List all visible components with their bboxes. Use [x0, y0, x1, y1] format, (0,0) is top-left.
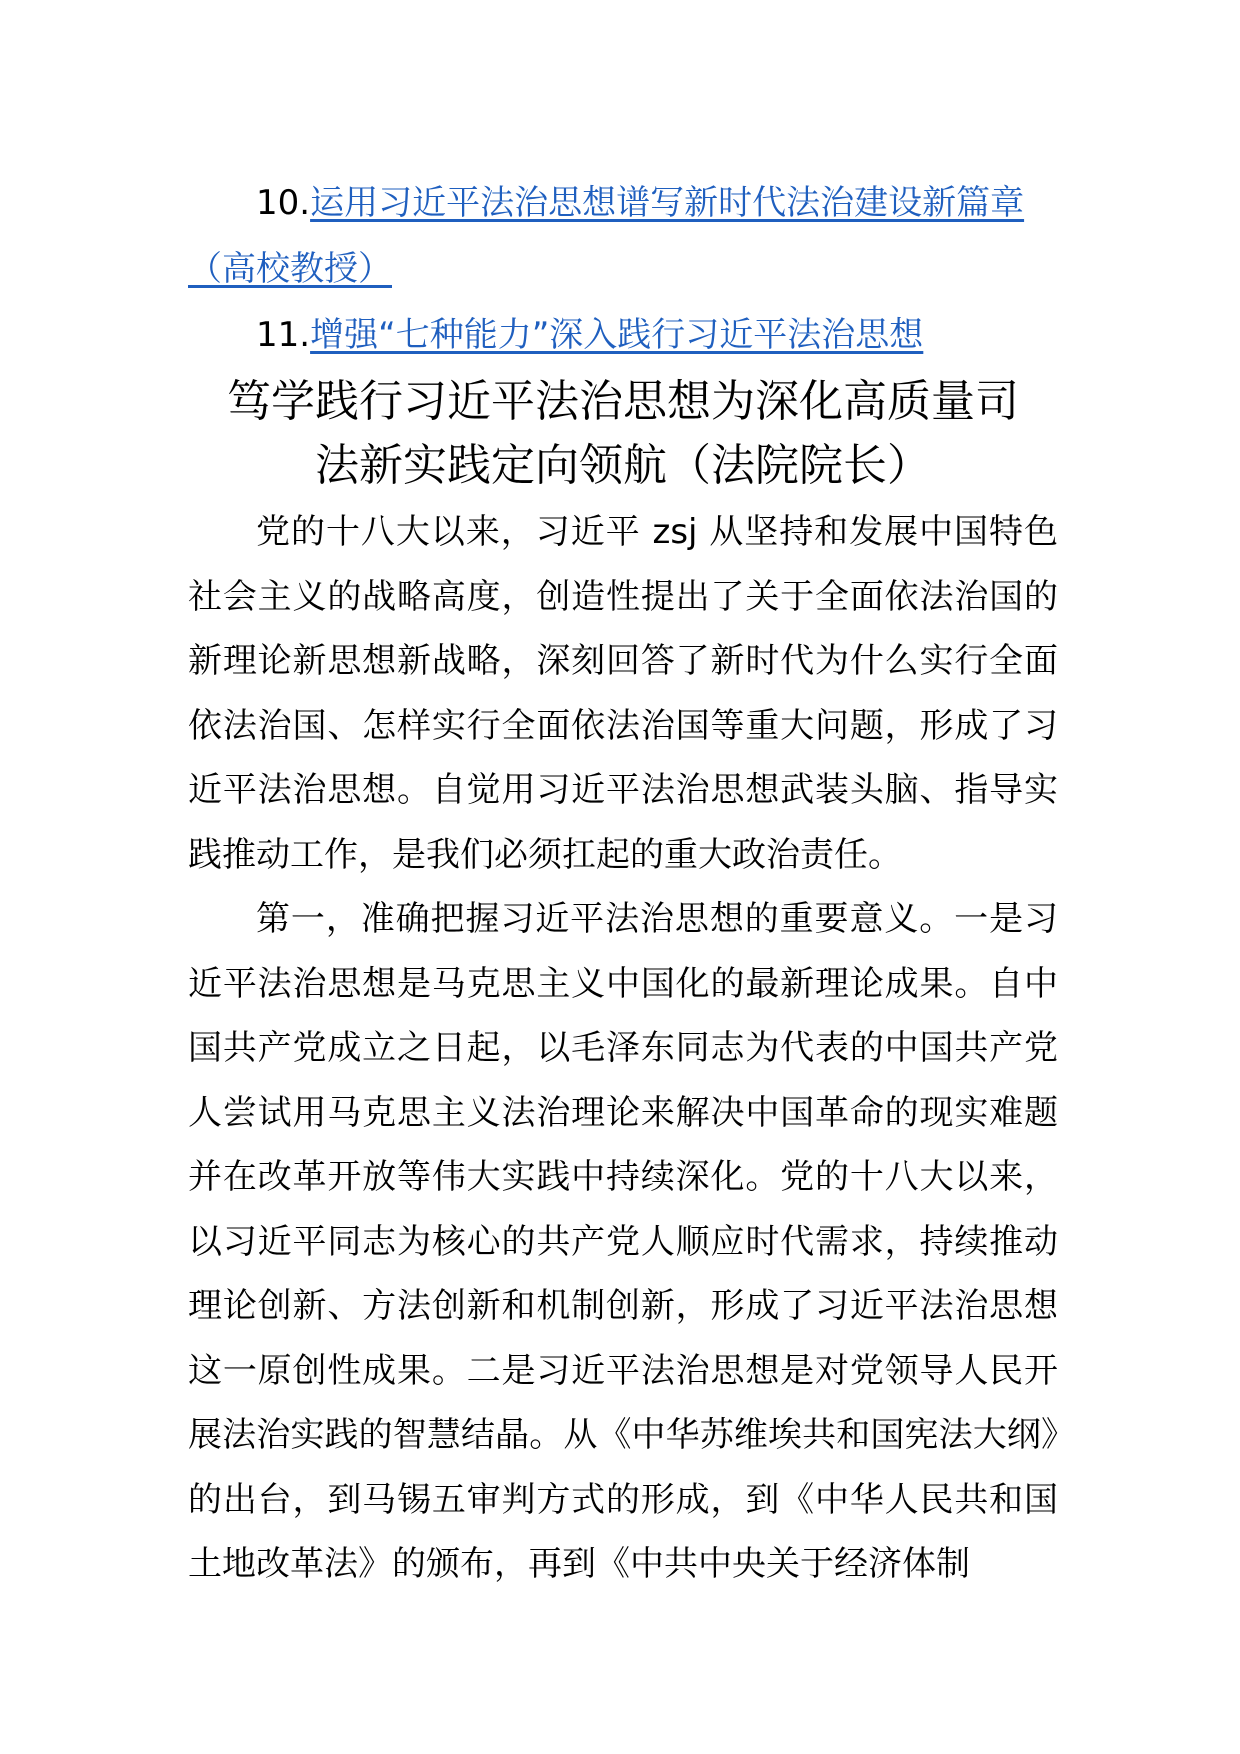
toc-link-11[interactable]: 增强“七种能力”深入践行习近平法治思想 [310, 315, 924, 355]
article-title-line-2: 法新实践定向领航（法院院长） [315, 440, 931, 491]
toc-number: 11. [256, 315, 311, 355]
document-page [188, 170, 1058, 1597]
article-title-line-1: 笃学践行习近平法治思想为深化高质量司 [227, 376, 1019, 427]
toc-item-10 [188, 170, 1058, 302]
paragraph-intro: 党的十八大以来，习近平 zsj 从坚持和发展中国特色社会主义的战略高度，创造性提出了关于全面依法治国的新理论新思想新战略，深刻回答了新时代为什么实行全面依法治国、怎样实行全面依法治国等重大问题，形成了习近平法治思想。自觉用习近平法治思想武装头脑、指导实践推动工作，是我们必须扛起的重大政治责任。 [188, 512, 1058, 875]
paragraph-first-point: 第一，准确把握习近平法治思想的重要意义。一是习近平法治思想是马克思主义中国化的最新理论成果。自中国共产党成立之日起，以毛泽东同志为代表的中国共产党人尝试用马克思主义法治理论来解决中国革命的现实难题并在改革开放等伟大实践中持续深化。党的十八大以来，以习近平同志为核心的共产党人顺应时代需求，持续推动理论创新、方法创新和机制创新，形成了习近平法治思想这一原创性成果。二是习近平法治思想是对党领导人民开展法治实践的智慧结晶。从《中华苏维埃共和国宪法大纲》的出台，到马锡五审判方式的形成，到《中华人民共和国土地改革法》的颁布，再到《中共中央关于经济体制 [188, 899, 1058, 1584]
toc-item-11 [188, 302, 1058, 368]
toc-number: 10. [256, 183, 311, 223]
article-title [188, 370, 1058, 498]
toc-link-10[interactable]: 运用习近平法治思想谱写新时代法治建设新篇章（高校教授） [188, 183, 1025, 289]
